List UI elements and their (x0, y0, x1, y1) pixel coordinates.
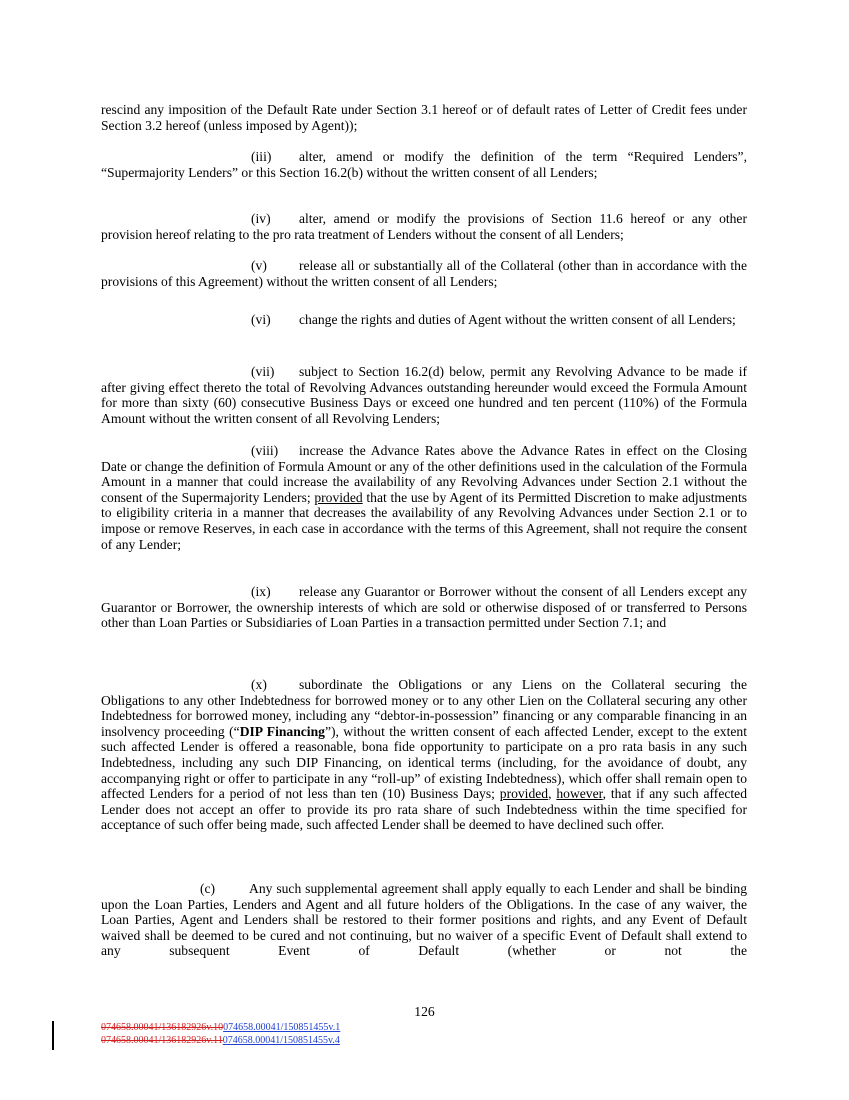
defined-term-dip-financing: DIP Financing (239, 723, 325, 739)
clause-v (101, 258, 747, 289)
clause-text-end: , that if any such affected Lender does not accept an offer to provide its pro rata share of such Indebtedness within the time specified for acceptance of such offer being made, such affected Lender shall be deemed to have declined such offer. (101, 786, 748, 833)
clause-text: subject to Section 16.2(d) below, permit any Revolving Advance to be made if after giving effect thereto the total of Revolving Advances outstanding hereunder would exceed the Formula Amount for more than sixty (60) consecutive Business Days or exceed one hundred and ten percent (110%) of the Formula Amount without the written consent of all Revolving Lenders; (101, 364, 747, 426)
clause-text-continued: that the use by Agent of its Permitted Discretion to make adjustments to eligibility criteria in a manner that decreases the availability of any Revolving Advances under Section 2.1 or to impose or remove Reserves, in each case in accordance with the terms of this Agreement, shall not require the consent of any Lender; (101, 489, 748, 552)
clause-text: alter, amend or modify the definition of the term “Required Lenders”, “Supermajority Lenders” or this Section 16.2(b) without the written consent of all Lenders; (101, 149, 747, 180)
clause-text: alter, amend or modify the provisions of Section 11.6 hereof or any other provision hereof relating to the pro rata treatment of Lenders without the consent of all Lenders; (101, 211, 747, 242)
clause-number: (vi) (251, 312, 271, 327)
clause-text: change the rights and duties of Agent without the written consent of all Lenders; (299, 312, 736, 327)
clause-vi (101, 312, 747, 328)
doc-id-line-2 (101, 1034, 340, 1047)
section-text: Any such supplemental agreement shall apply equally to each Lender and shall be binding upon the Loan Parties, Lenders and Agent and all future holders of the Obligations. In the case of any waiver, the Loan Parties, Agent and Lenders shall be restored to their former positions and rights, and any Event of Default waived shall be deemed to be cured and not continuing, but no waiver of a specific Event of Default shall extend to any subsequent Event of Default (whether or not the (101, 881, 747, 959)
clause-number: (iii) (251, 149, 272, 164)
comma: , (548, 786, 557, 802)
inserted-doc-id: 074658.00041/150851455v.1 (223, 1022, 341, 1033)
clause-number: (x) (251, 677, 267, 692)
clause-viii (101, 443, 747, 552)
doc-id-line-1 (101, 1021, 340, 1034)
clause-iv (101, 211, 747, 242)
clause-number: (iv) (251, 211, 271, 226)
section-number: (c) (200, 881, 216, 896)
clause-ix (101, 584, 747, 631)
clause-number: (ix) (251, 584, 271, 599)
paragraph-text: rescind any imposition of the Default Rate under Section 3.1 hereof or of default rates of Letter of Credit fees under Section 3.2 hereof (unless imposed by Agent)); (101, 102, 747, 133)
clause-number: (viii) (251, 443, 279, 458)
section-c-paragraph (101, 881, 747, 959)
provided-term: provided (499, 786, 549, 802)
clause-vii (101, 364, 747, 426)
document-id-footer (101, 1021, 340, 1047)
clause-text: increase the Advance Rates above the Advance Rates in effect on the Closing Date or change the definition of Formula Amount or any of the other definitions used in the calculation of the Formula Amount in a manner that could increase the availability of any Revolving Advances under Section 2.1 without the consent of the Supermajority Lenders; (101, 443, 747, 505)
inserted-doc-id: 074658.00041/150851455v.4 (222, 1035, 340, 1046)
clause-text: release any Guarantor or Borrower without the consent of all Lenders except any Guarantor or Borrower, the ownership interests of which are sold or otherwise disposed of or transferred to Persons other than Loan Parties or Subsidiaries of Loan Parties in a transaction permitted under Section 7.1; and (101, 584, 747, 631)
continuation-paragraph (101, 102, 747, 133)
page-number: 126 (414, 1004, 435, 1019)
clause-text: subordinate the Obligations or any Liens on the Collateral securing the Obligations to any other Indebtedness for borrowed money or to any other Lien on the Collateral securing any other Indebtedness for borrowed money, including any “debtor-in-possession” financing or any comparable financing in an insolvency proceeding (“ (101, 677, 747, 739)
deleted-doc-id: 074658.00041/136182926v.10 (101, 1022, 224, 1033)
clause-text: release all or substantially all of the Collateral (other than in accordance with the provisions of this Agreement) without the written consent of all Lenders; (101, 258, 747, 289)
clause-number: (v) (251, 258, 267, 273)
clause-number: (vii) (251, 364, 275, 379)
however-term: however (556, 786, 603, 802)
change-bar (52, 1021, 54, 1050)
provided-term: provided (314, 489, 363, 505)
clause-x (101, 677, 747, 833)
clause-iii (101, 149, 747, 180)
clause-text-continued: ”), without the written consent of each affected Lender, except to the extent such affected Lender is offered a reasonable, bona fide opportunity to participate on a pro rata basis in any such Indebtedness, including any such DIP Financing, on identical terms (including, for the avoidance of doubt, any accompanying right or offer to participate in any “roll-up” of existing Indebtedness), which offer shall remain open to affected Lenders for a period of not less than ten (10) Business Days; (101, 723, 747, 802)
deleted-doc-id: 074658.00041/136182926v.11 (101, 1035, 223, 1046)
